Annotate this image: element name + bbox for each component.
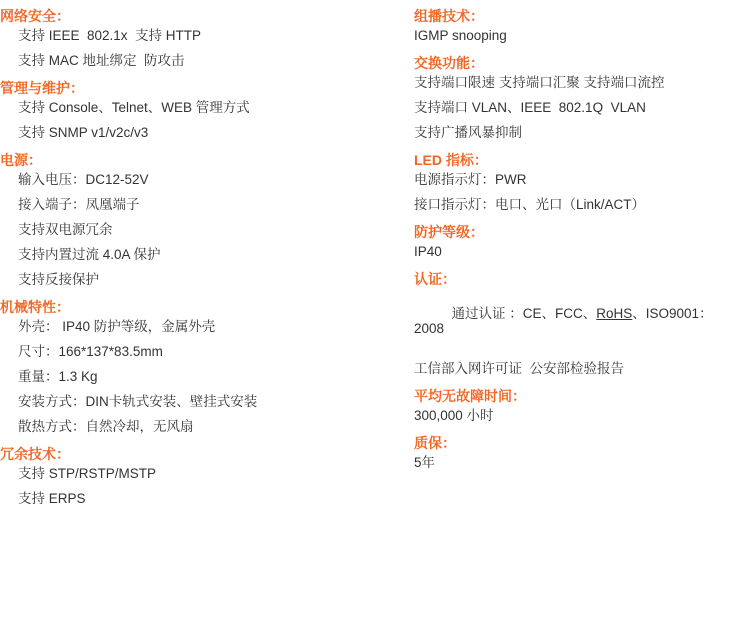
section-title: LED 指标： — [414, 152, 488, 168]
section-multicast — [400, 8, 735, 43]
spec-line: 支持 SNMP v1/v2c/v3 — [18, 125, 149, 140]
section-mechanical — [0, 299, 400, 434]
section-title: 交换功能： — [414, 55, 484, 71]
spec-line: 电源指示灯：PWR — [414, 172, 527, 187]
spec-line: 支持内置过流 4.0A 保护 — [18, 247, 161, 262]
spec-line: 300,000 小时 — [414, 408, 494, 423]
spec-line: 支持 STP/RSTP/MSTP — [18, 466, 157, 481]
section-body — [400, 28, 735, 43]
section-body — [0, 172, 400, 287]
section-body — [0, 28, 400, 68]
spec-line: 重量：1.3 Kg — [18, 369, 98, 384]
right-spec-column — [400, 0, 735, 482]
spec-line: 支持端口限速 支持端口汇聚 支持端口流控 — [414, 75, 665, 90]
spec-line: 支持 ERPS — [18, 491, 86, 506]
spec-line: 接口指示灯：电口、光口（Link/ACT） — [414, 197, 646, 212]
section-led-indicators — [400, 152, 735, 212]
section-switching — [400, 55, 735, 140]
section-body — [0, 319, 400, 434]
section-title: 电源： — [0, 152, 42, 168]
spec-line: 支持 Console、Telnet、WEB 管理方式 — [18, 100, 250, 115]
section-redundancy — [0, 446, 400, 506]
certification-text-prefix: 通过认证 ：CE、FCC、 — [451, 306, 597, 321]
rohs-label: RoHS — [596, 306, 633, 321]
spec-line: 5年 — [414, 455, 436, 470]
spec-line: 支持 IEEE 802.1x 支持 HTTP — [18, 28, 202, 43]
spec-line: 支持双电源冗余 — [18, 222, 113, 237]
spec-line: 支持 MAC 地址绑定 防攻击 — [18, 53, 185, 68]
section-body — [400, 172, 735, 212]
section-management — [0, 80, 400, 140]
section-mtbf — [400, 388, 735, 423]
spec-line: IGMP snooping — [414, 28, 507, 43]
section-body — [400, 244, 735, 259]
spec-line: 支持反接保护 — [18, 272, 99, 287]
section-title: 防护等级： — [414, 224, 484, 240]
section-warranty — [400, 435, 735, 470]
section-certification — [400, 271, 735, 376]
section-body — [400, 455, 735, 470]
spec-line: 工信部入网许可证 公安部检验报告 — [414, 361, 625, 376]
left-spec-column — [0, 0, 400, 518]
spec-line: 支持广播风暴抑制 — [414, 125, 522, 140]
section-title: 组播技术： — [414, 8, 484, 24]
spec-line: 安装方式：DIN卡轨式安装、壁挂式安装 — [18, 394, 258, 409]
section-protection-level — [400, 224, 735, 259]
section-network-security — [0, 8, 400, 68]
section-body — [0, 100, 400, 140]
spec-line: 尺寸：166*137*83.5mm — [18, 344, 163, 359]
section-title: 机械特性： — [0, 299, 70, 315]
section-power — [0, 152, 400, 287]
spec-line: 支持端口 VLAN、IEEE 802.1Q VLAN — [414, 100, 646, 115]
section-title: 冗余技术： — [0, 446, 70, 462]
section-title: 质保： — [414, 435, 456, 451]
spec-line: 散热方式：自然冷却，无风扇 — [18, 419, 194, 434]
spec-line: 输入电压：DC12-52V — [18, 172, 149, 187]
certification-text-suffix: 、ISO9001：2008 — [414, 306, 713, 336]
section-body — [400, 75, 735, 140]
section-body — [0, 466, 400, 506]
section-title: 认证： — [414, 271, 456, 287]
spec-line: IP40 — [414, 244, 442, 259]
section-title: 平均无故障时间： — [414, 388, 526, 404]
section-title: 网络安全： — [0, 8, 70, 24]
section-body — [400, 291, 735, 376]
section-body — [400, 408, 735, 423]
spec-line: 接入端子：凤凰端子 — [18, 197, 140, 212]
section-title: 管理与维护： — [0, 80, 84, 96]
spec-line — [400, 291, 735, 351]
spec-line: 外壳： IP40 防护等级，金属外壳 — [18, 319, 216, 334]
